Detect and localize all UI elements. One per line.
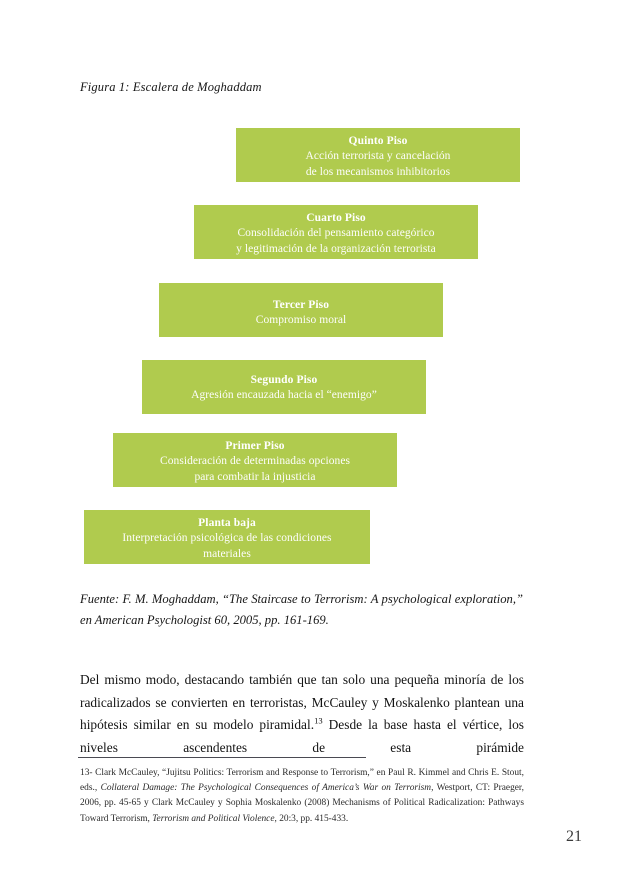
step-title: Tercer Piso (272, 299, 330, 311)
staircase-diagram (0, 128, 625, 568)
staircase-step-primer (113, 433, 397, 487)
body-paragraph (80, 669, 524, 759)
step-title: Planta baja (198, 517, 256, 529)
figure-caption: Figura 1: Escalera de Moghaddam (80, 80, 262, 94)
footnote-marker: 13- (80, 768, 93, 778)
page-number: 21 (566, 828, 582, 845)
step-description-line-2: y legitimación de la organización terrorista (236, 242, 436, 255)
step-description-line-1: Interpretación psicológica de las condiciones (122, 532, 332, 544)
footnote-separator-rule (78, 757, 366, 758)
footnote-part-2: , Westport, CT: Praeger, 2006, pp. 45-65 y Clark McCauley y Sophia Moskalenko (2008) Mechanisms of Political Radicalization: Pathways Toward Terrorism, (80, 783, 525, 824)
footnote-reference-13[interactable]: 13 (314, 715, 323, 726)
staircase-step-quinto (236, 128, 520, 182)
footnote-italic-title-2: Terrorism and Political Violence (152, 813, 275, 824)
staircase-step-segundo (142, 360, 426, 414)
body-line-2: minoría de los radicalizados se convierten en terroristas, McCauley y (80, 672, 524, 710)
footnote-italic-title-1: Collateral Damage: The Psychological Consequences of America’s War on Terrorism (100, 783, 432, 794)
step-description-line-1: Consideración de determinadas opciones (160, 455, 350, 467)
figure-source-citation: Fuente: F. M. Moghaddam, “The Staircase to Terrorism: A psychological exploration,” en American Psychologist 60, 2005, pp. 161-169. (80, 592, 523, 627)
staircase-step-planta-baja (84, 510, 370, 564)
step-description-line-1: Compromiso moral (255, 314, 347, 326)
step-description-line-1: Acción terrorista y cancelación (305, 150, 451, 162)
staircase-step-cuarto (194, 205, 478, 259)
body-line-1: Del mismo modo, destacando también que tan solo una pequeña (80, 672, 440, 687)
body-line-3: Moskalenko plantean una hipótesis similar en su modelo piramidal. (80, 694, 524, 733)
footnote-text (80, 766, 524, 827)
footnote-part-3: , 20:3, pp. 415-433. (274, 813, 349, 824)
step-title: Primer Piso (225, 440, 285, 452)
step-title: Cuarto Piso (306, 212, 366, 224)
step-title: Segundo Piso (250, 374, 318, 386)
step-description-line-2: para combatir la injusticia (194, 470, 316, 483)
step-title: Quinto Piso (348, 135, 408, 147)
footnote-part-1: Clark McCauley, “Jujitsu Politics: Terrorism and Response to Terrorism,” en Paul R. Kimmel and Chris E. Stout, eds., (80, 768, 524, 794)
step-description-line-2: de los mecanismos inhibitorios (305, 165, 451, 178)
step-description-line-1: Agresión encauzada hacia el “enemigo” (191, 389, 377, 401)
body-line-4: Desde la base hasta el vértice, los niveles ascendentes de esta pirámide (80, 717, 524, 755)
step-description-line-2: materiales (203, 547, 251, 560)
staircase-step-tercer (159, 283, 443, 337)
step-description-line-1: Consolidación del pensamiento categórico (237, 227, 435, 239)
